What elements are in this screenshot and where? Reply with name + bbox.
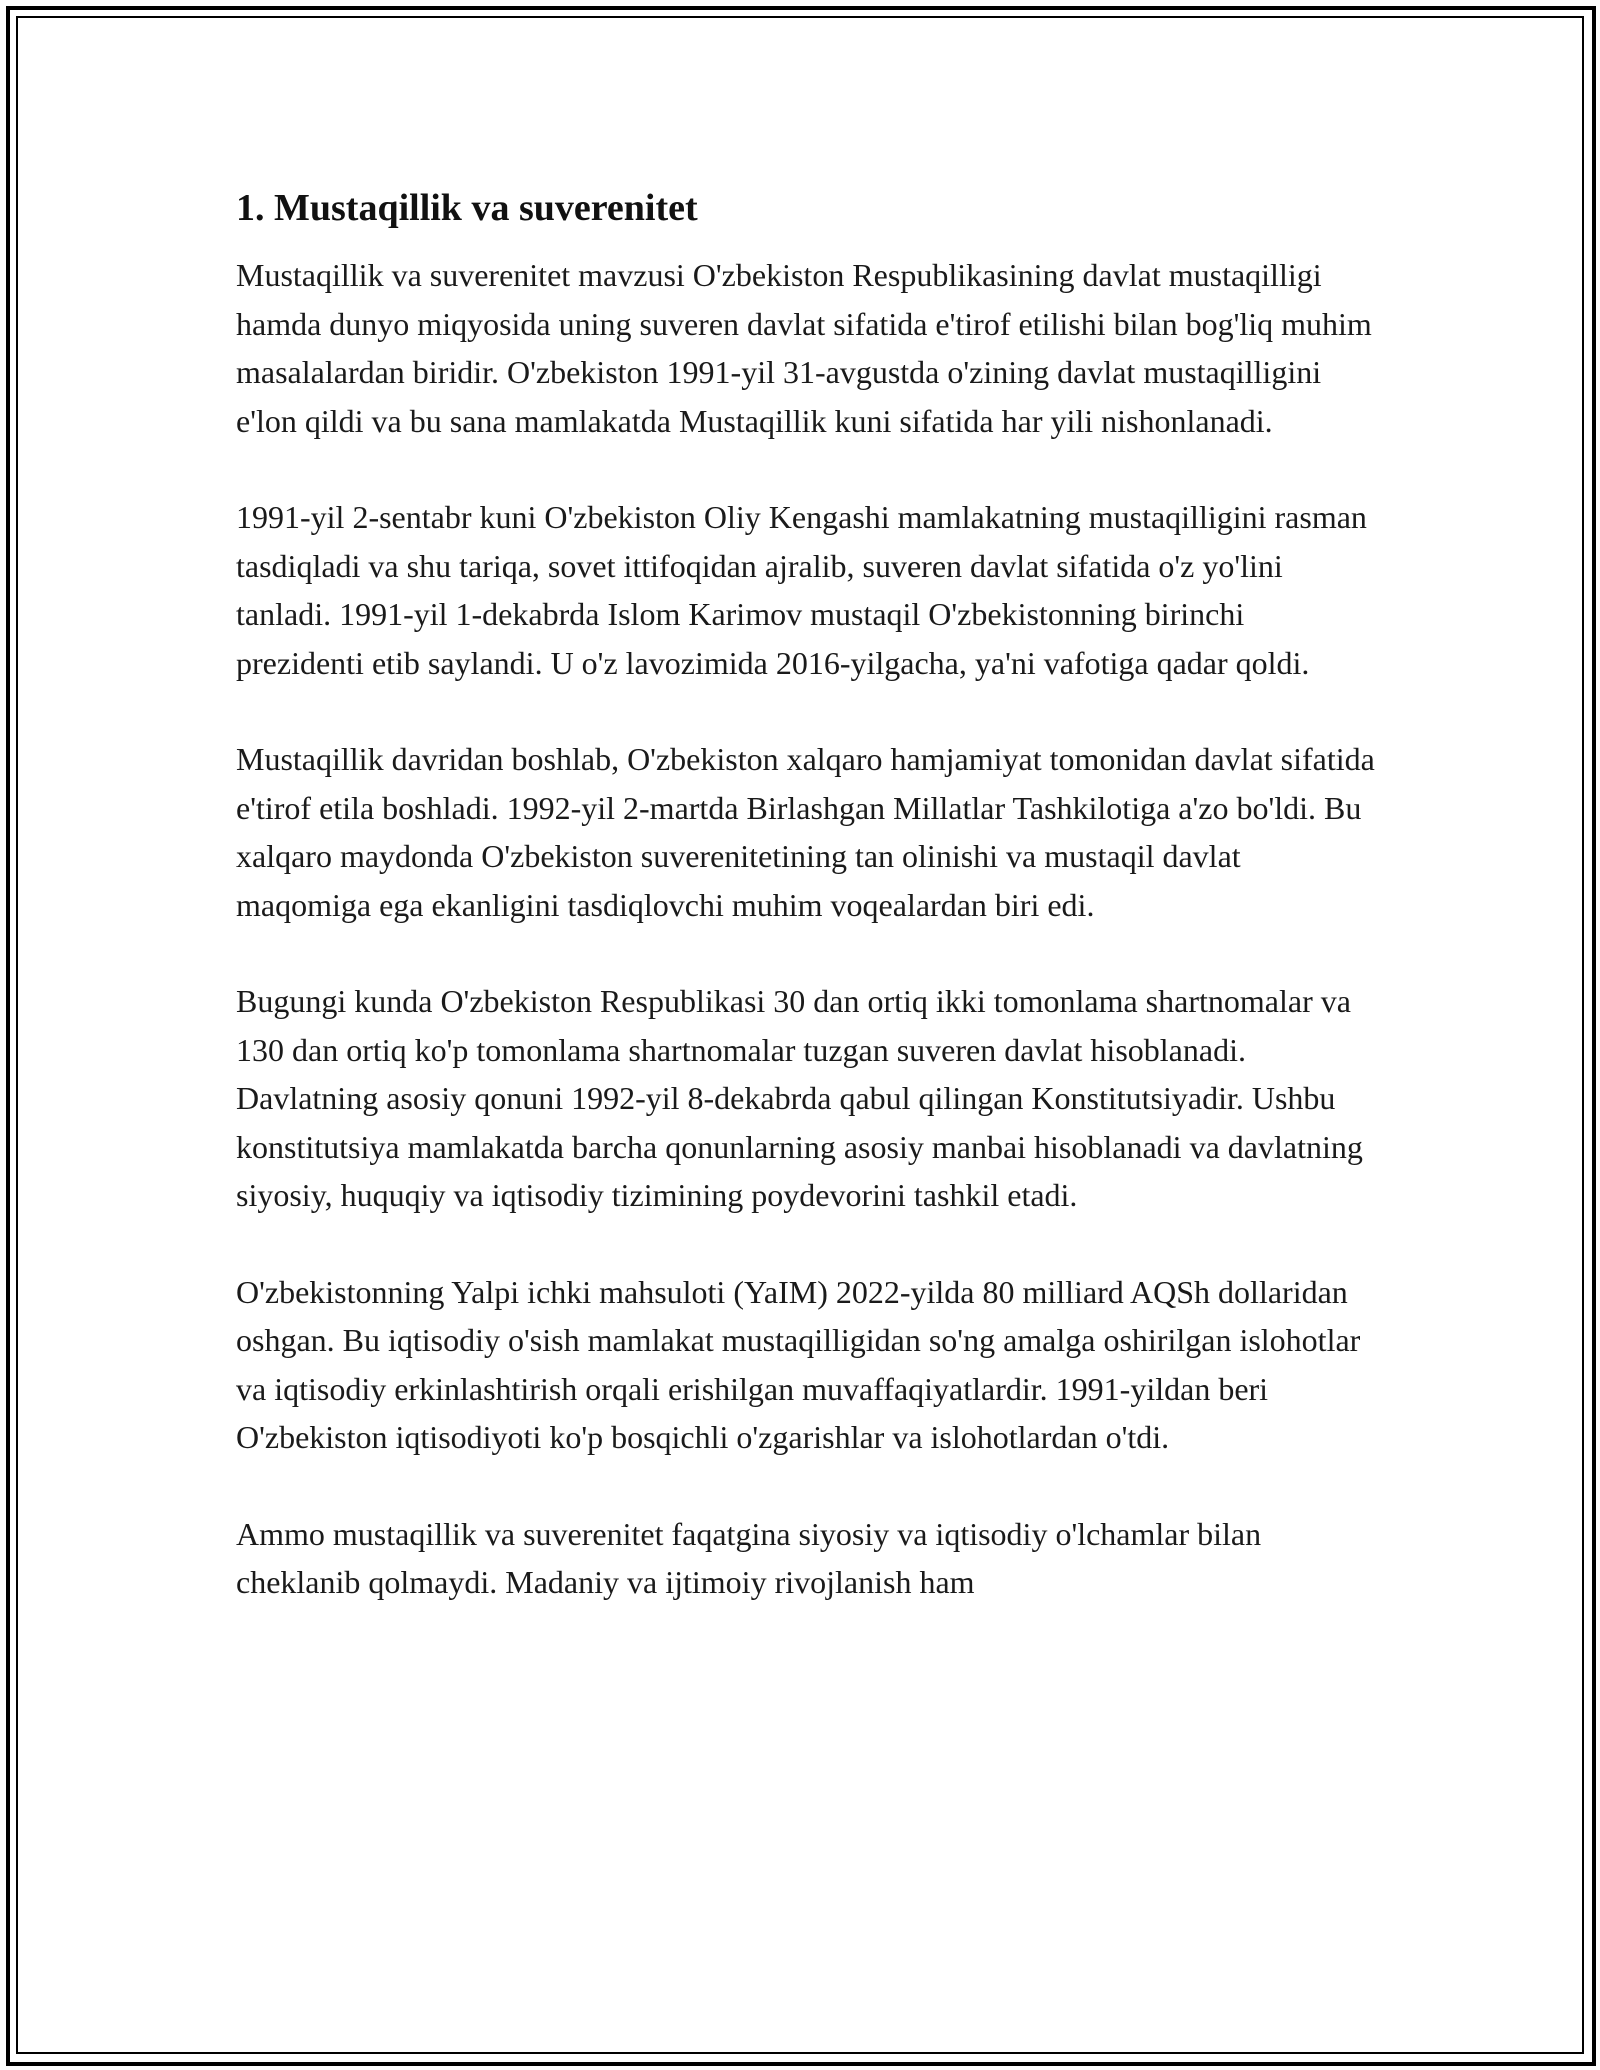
document-body	[236, 185, 1376, 1607]
paragraph-5: O'zbekistonning Yalpi ichki mahsuloti (YaIM) 2022-yilda 80 milliard AQSh dollaridan oshgan. Bu iqtisodiy o'sish mamlakat mustaqilligidan so'ng amalga oshirilgan islohotlar va iqtisodiy erkinlashtirish orqali erishilgan muvaffaqiyatlardir. 1991-yildan beri O'zbekiston iqtisodiyoti ko'p bosqichli o'zgarishlar va islohotlardan o'tdi.	[236, 1273, 1361, 1455]
paragraph-6: Ammo mustaqillik va suverenitet faqatgina siyosiy va iqtisodiy o'lchamlar bilan cheklanib qolmaydi. Madaniy va ijtimoiy rivojlanish ham	[236, 1515, 1262, 1600]
paragraph-1: Mustaqillik va suverenitet mavzusi O'zbekiston Respublikasining davlat mustaqilligi hamda dunyo miqyosida uning suveren davlat sifatida e'tirof etilishi bilan bog'liq muhim masalalardan biridir. O'zbekiston 1991-yil 31-avgustda o'zining davlat mustaqilligini e'lon qildi va bu sana mamlakatda Mustaqillik kuni sifatida har yili nishonlanadi.	[236, 257, 1372, 439]
section-heading: 1. Mustaqillik va suverenitet	[236, 187, 698, 229]
paragraph-3: Mustaqillik davridan boshlab, O'zbekiston xalqaro hamjamiyat tomonidan davlat sifatida e'tirof etila boshladi. 1992-yil 2-martda Birlashgan Millatlar Tashkilotiga a'zo bo'ldi. Bu xalqaro maydonda O'zbekiston suverenitetining tan olinishi va mustaqil davlat maqomiga ega ekanligini tasdiqlovchi muhim voqealardan biri edi.	[236, 741, 1375, 923]
paragraph-2: 1991-yil 2-sentabr kuni O'zbekiston Oliy Kengashi mamlakatning mustaqilligini rasman tasdiqladi va shu tariqa, sovet ittifoqidan ajralib, suveren davlat sifatida o'z yo'lini tanladi. 1991-yil 1-dekabrda Islom Karimov mustaqil O'zbekistonning birinchi prezidenti etib saylandi. U o'z lavozimida 2016-yilgacha, ya'ni vafotiga qadar qoldi.	[236, 499, 1367, 681]
paragraph-4: Bugungi kunda O'zbekiston Respublikasi 30 dan ortiq ikki tomonlama shartnomalar va 130 dan ortiq ko'p tomonlama shartnomalar tuzgan suveren davlat hisoblanadi. Davlatning asosiy qonuni 1992-yil 8-dekabrda qabul qilingan Konstitutsiyadir. Ushbu konstitutsiya mamlakatda barcha qonunlarning asosiy manbai hisoblanadi va davlatning siyosiy, huquqiy va iqtisodiy tizimining poydevorini tashkil etadi.	[236, 983, 1363, 1213]
